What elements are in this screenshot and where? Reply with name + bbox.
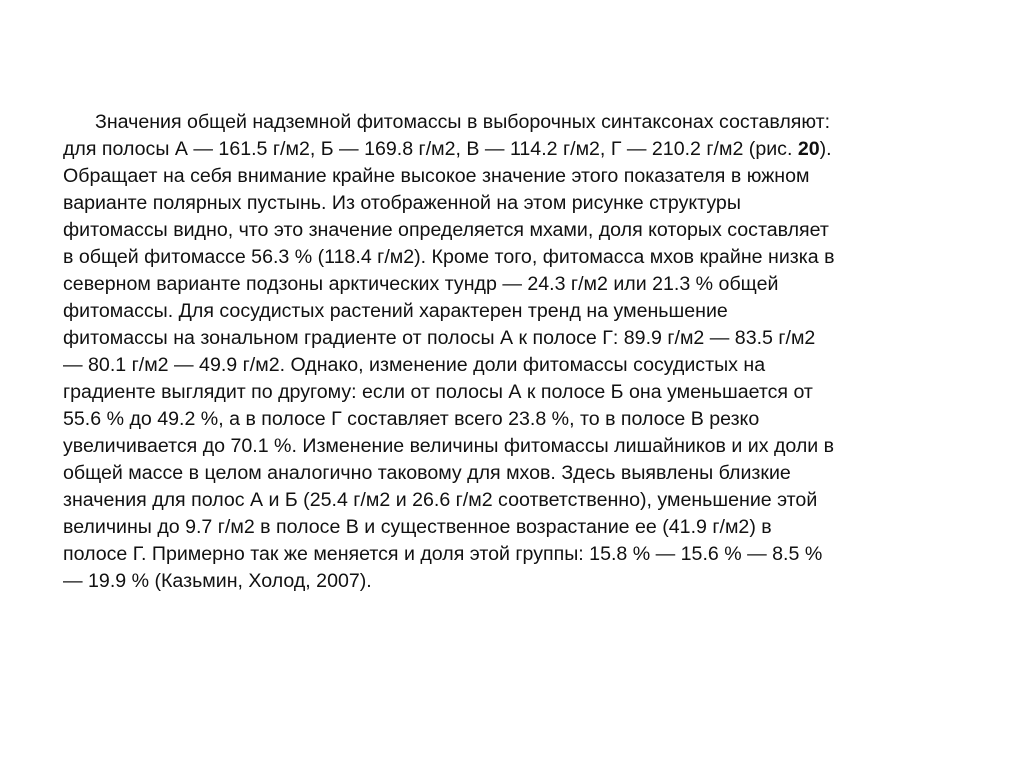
text-line: северном варианте подзоны арктических тундр — 24.3 г/м2 или 21.3 % общей xyxy=(63,273,779,295)
text-line: Обращает на себя внимание крайне высокое значение этого показателя в южном xyxy=(63,165,810,187)
text-line: — 80.1 г/м2 — 49.9 г/м2. Однако, изменение доли фитомассы сосудистых на xyxy=(63,354,766,376)
text-line: величины до 9.7 г/м2 в полосе В и существенное возрастание ее (41.9 г/м2) в xyxy=(63,516,772,538)
text-line: значения для полос А и Б (25.4 г/м2 и 26.6 г/м2 соответственно), уменьшение этой xyxy=(63,489,818,511)
text-line: Значения общей надземной фитомассы в выборочных синтаксонах составляют: xyxy=(95,111,831,133)
text-line: фитомассы. Для сосудистых растений характерен тренд на уменьшение xyxy=(63,300,728,322)
text-line: увеличивается до 70.1 %. Изменение величины фитомассы лишайников и их доли в xyxy=(63,435,835,457)
figure-reference: 20 xyxy=(797,138,820,160)
text-line: полосе Г. Примерно так же меняется и доля этой группы: 15.8 % — 15.6 % — 8.5 % xyxy=(63,543,823,565)
text-line: варианте полярных пустынь. Из отображенной на этом рисунке структуры xyxy=(63,192,741,214)
text-line xyxy=(63,136,963,163)
text-line: 55.6 % до 49.2 %, а в полосе Г составляет всего 23.8 %, то в полосе В резко xyxy=(63,408,760,430)
text-line: градиенте выглядит по другому: если от полосы А к полосе Б она уменьшается от xyxy=(63,381,813,403)
text-line: общей массе в целом аналогично таковому для мхов. Здесь выявлены близкие xyxy=(63,462,791,484)
body-paragraph xyxy=(63,109,963,595)
text-line: — 19.9 % (Казьмин, Холод, 2007). xyxy=(63,570,372,592)
text-segment: ). xyxy=(819,138,832,160)
text-line: фитомассы на зональном градиенте от полосы А к полосе Г: 89.9 г/м2 — 83.5 г/м2 xyxy=(63,327,816,349)
text-line: фитомассы видно, что это значение определяется мхами, доля которых составляет xyxy=(63,219,829,241)
text-line: в общей фитомассе 56.3 % (118.4 г/м2). Кроме того, фитомасса мхов крайне низка в xyxy=(63,246,835,268)
text-segment: для полосы А — 161.5 г/м2, Б — 169.8 г/м2, В — 114.2 г/м2, Г — 210.2 г/м2 (рис. xyxy=(63,138,793,160)
